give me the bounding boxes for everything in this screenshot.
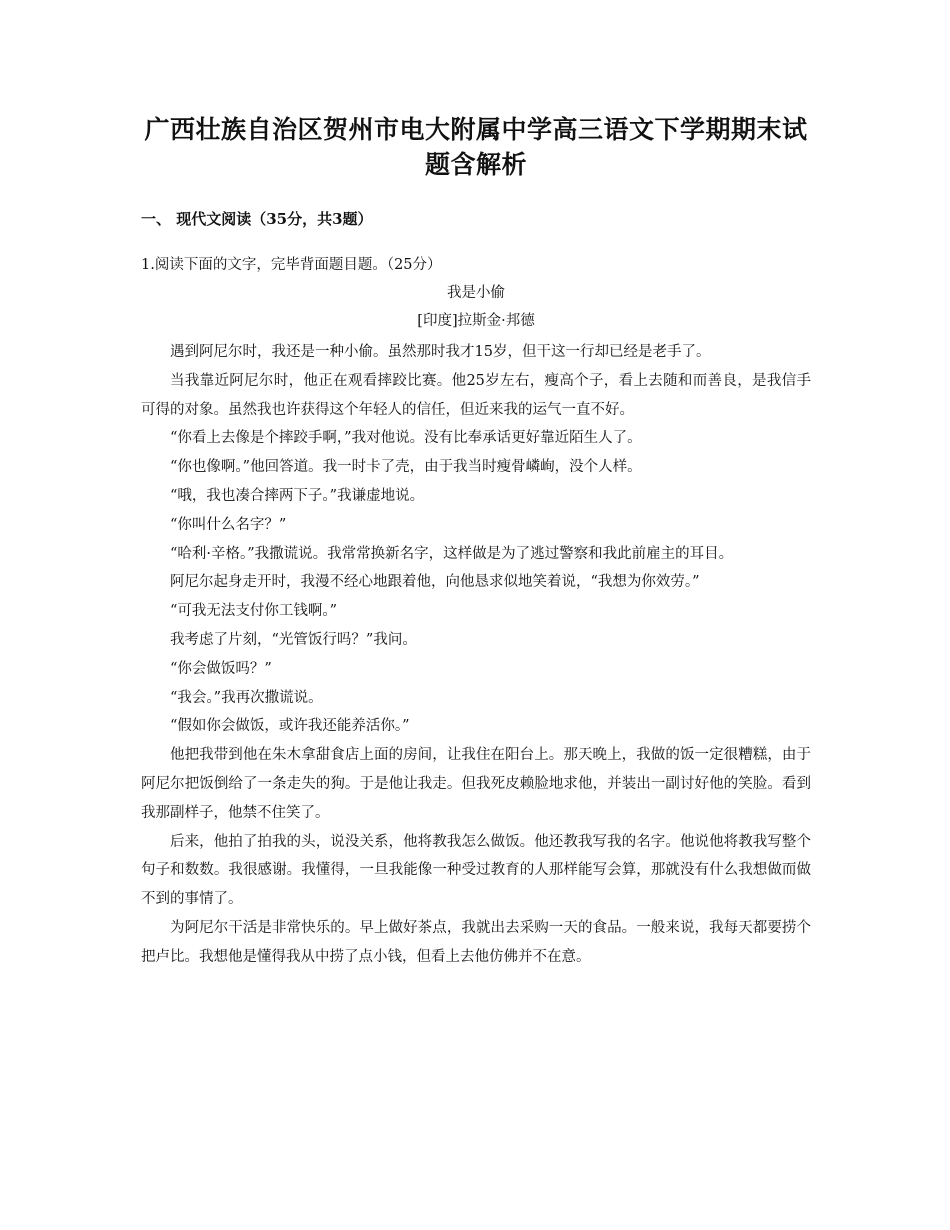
paragraph: “你也像啊。”他回答道。我一时卡了壳，由于我当时瘦骨嶙峋，没个人样。 (170, 459, 642, 476)
question-intro: 1.阅读下面的文字，完毕背面题目题。（25分） (141, 257, 442, 273)
paragraph: “我会。”我再次撒谎说。 (170, 689, 323, 706)
paragraph: “哦，我也凑合摔两下子。”我谦虚地说。 (170, 487, 425, 504)
paragraph: 后来，他拍了拍我的头，说没关系，他将教我怎么做饭。他还教我写我的名字。他说他将教我写整个句子和数数。我很感谢。我懂得，一旦我能像一种受过教育的人那样能写会算，那就没有什么我想做而做不到的事情了。 (141, 833, 811, 908)
paragraph: “可我无法支付你工钱啊。” (170, 603, 338, 620)
paragraph: 为阿尼尔干活是非常快乐的。早上做好茶点，我就出去采购一天的食品。一般来说，我每天都要捞个把卢比。我想他是懂得我从中捞了点小钱，但看上去他仿佛并不在意。 (141, 919, 811, 965)
paragraph: “你会做饭吗？” (170, 660, 272, 677)
paragraph: 当我靠近阿尼尔时，他正在观看摔跤比赛。他25岁左右，瘦高个子，看上去随和而善良，是我信手可得的对象。虽然我也许获得这个年轻人的信任，但近来我的运气一直不好。 (141, 372, 811, 418)
paragraph: 我考虑了片刻，“光管饭行吗？”我问。 (170, 631, 417, 648)
story-author: [印度]拉斯金·邦德 (417, 313, 535, 329)
paragraph: “假如你会做饭，或许我还能养活你。” (170, 718, 410, 735)
story-title: 我是小偷 (447, 285, 505, 301)
paragraph: 他把我带到他在朱木拿甜食店上面的房间，让我住在阳台上。那天晚上，我做的饭一定很糟糕，由于阿尼尔把饭倒给了一条走失的狗。于是他让我走。但我死皮赖脸地求他，并装出一副讨好他的笑脸。看到我那副样子，他禁不住笑了。 (141, 747, 811, 821)
document-title: 广西壮族自治区贺州市电大附属中学高三语文下学期期末试题含解析 (144, 115, 808, 179)
paragraph: “哈利·辛格。”我撒谎说。我常常换新名字，这样做是为了逃过警察和我此前雇主的耳目。 (170, 545, 734, 562)
document-page (141, 112, 811, 972)
paragraph: “你看上去像是个摔跤手啊，”我对他说。没有比奉承话更好靠近陌生人了。 (170, 430, 642, 447)
section-heading: 一、 现代文阅读（35分，共3题） (141, 210, 373, 228)
paragraph: 遇到阿尼尔时，我还是一种小偷。虽然那时我才15岁，但干这一行却已经是老手了。 (170, 344, 711, 360)
paragraph: 阿尼尔起身走开时，我漫不经心地跟着他，向他恳求似地笑着说，“我想为你效劳。” (170, 574, 700, 591)
paragraph: “你叫什么名字？” (170, 516, 287, 533)
